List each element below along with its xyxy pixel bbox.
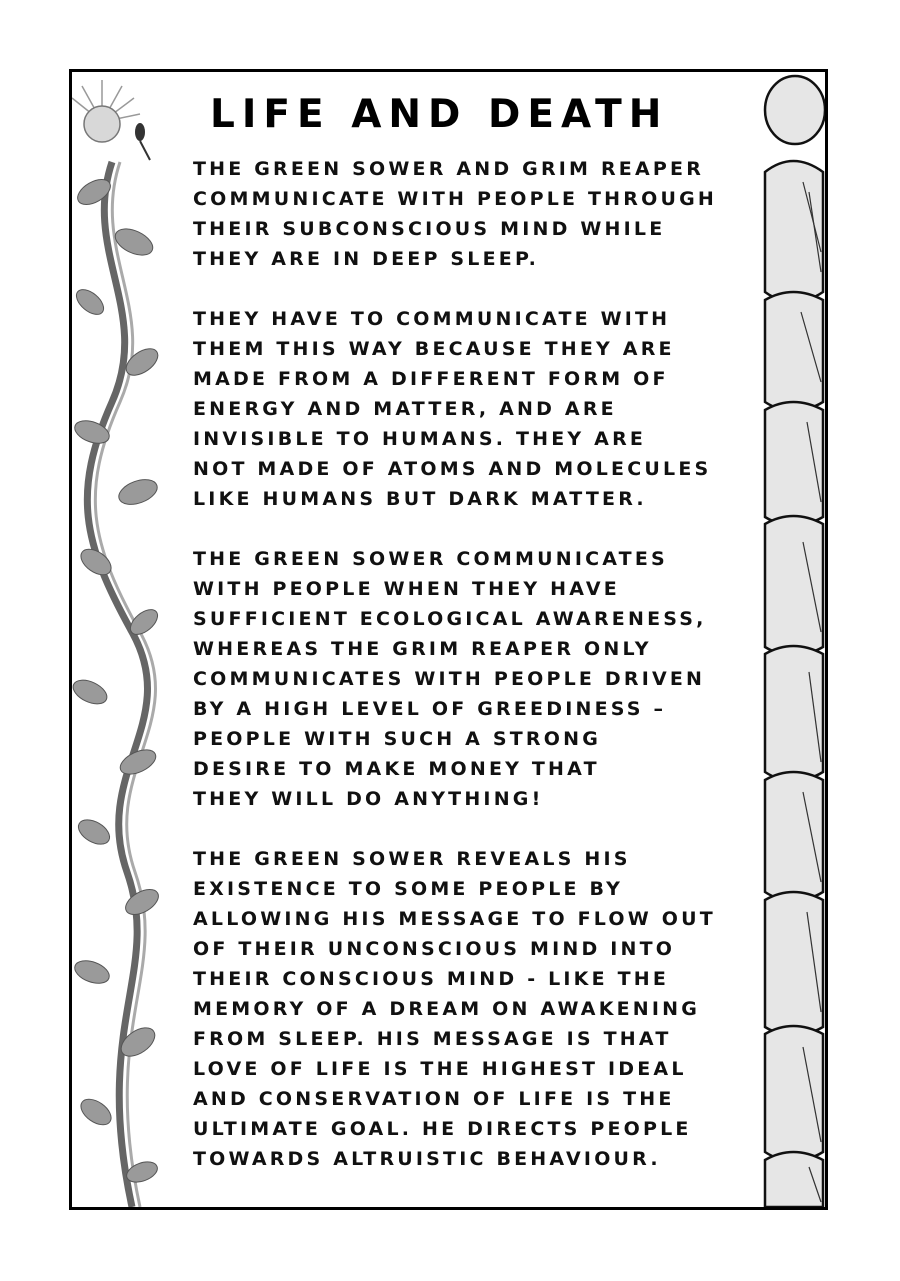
text-line: LOVE OF LIFE IS THE HIGHEST IDEAL [193,1058,687,1080]
text-line: COMMUNICATE WITH PEOPLE THROUGH [193,188,717,210]
page-frame [69,69,828,1210]
text-line: MADE FROM A DIFFERENT FORM OF [193,368,669,390]
paragraph [193,304,773,514]
text-line: THEM THIS WAY BECAUSE THEY ARE [193,338,675,360]
text-line: THEY HAVE TO COMMUNICATE WITH [193,308,671,330]
text-line: NOT MADE OF ATOMS AND MOLECULES [193,458,712,480]
text-line: COMMUNICATES WITH PEOPLE DRIVEN [193,668,706,690]
text-line: FROM SLEEP. HIS MESSAGE IS THAT [193,1028,672,1050]
body-text [193,154,773,1204]
text-line: THEIR SUBCONSCIOUS MIND WHILE [193,218,666,240]
text-line: THE GREEN SOWER COMMUNICATES [193,548,668,570]
paragraph [193,154,773,274]
bird-icon [135,123,150,160]
text-line: ALLOWING HIS MESSAGE TO FLOW OUT [193,908,716,930]
vine-border-illustration [72,72,164,1207]
text-line: EXISTENCE TO SOME PEOPLE BY [193,878,624,900]
paragraph [193,844,773,1174]
text-line: THE GREEN SOWER REVEALS HIS [193,848,631,870]
text-line: TOWARDS ALTRUISTIC BEHAVIOUR. [193,1148,661,1170]
text-line: THEY ARE IN DEEP SLEEP. [193,248,540,270]
text-line: AND CONSERVATION OF LIFE IS THE [193,1088,675,1110]
text-line: WITH PEOPLE WHEN THEY HAVE [193,578,620,600]
text-line: THEY WILL DO ANYTHING! [193,788,544,810]
text-line: WHEREAS THE GRIM REAPER ONLY [193,638,652,660]
text-line: INVISIBLE TO HUMANS. THEY ARE [193,428,647,450]
text-line: ULTIMATE GOAL. HE DIRECTS PEOPLE [193,1118,692,1140]
text-line: THEIR CONSCIOUS MIND - LIKE THE [193,968,670,990]
text-line: THE GREEN SOWER AND GRIM REAPER [193,158,705,180]
page-title: LIFE AND DEATH [210,92,669,137]
text-line: DESIRE TO MAKE MONEY THAT [193,758,600,780]
sun-icon [72,80,140,142]
text-line: MEMORY OF A DREAM ON AWAKENING [193,998,701,1020]
text-line: OF THEIR UNCONSCIOUS MIND INTO [193,938,676,960]
text-line: BY A HIGH LEVEL OF GREEDINESS – [193,698,667,720]
text-line: PEOPLE WITH SUCH A STRONG [193,728,602,750]
paragraph [193,544,773,814]
text-line: SUFFICIENT ECOLOGICAL AWARENESS, [193,608,707,630]
text-line: LIKE HUMANS BUT DARK MATTER. [193,488,647,510]
text-line: ENERGY AND MATTER, AND ARE [193,398,617,420]
